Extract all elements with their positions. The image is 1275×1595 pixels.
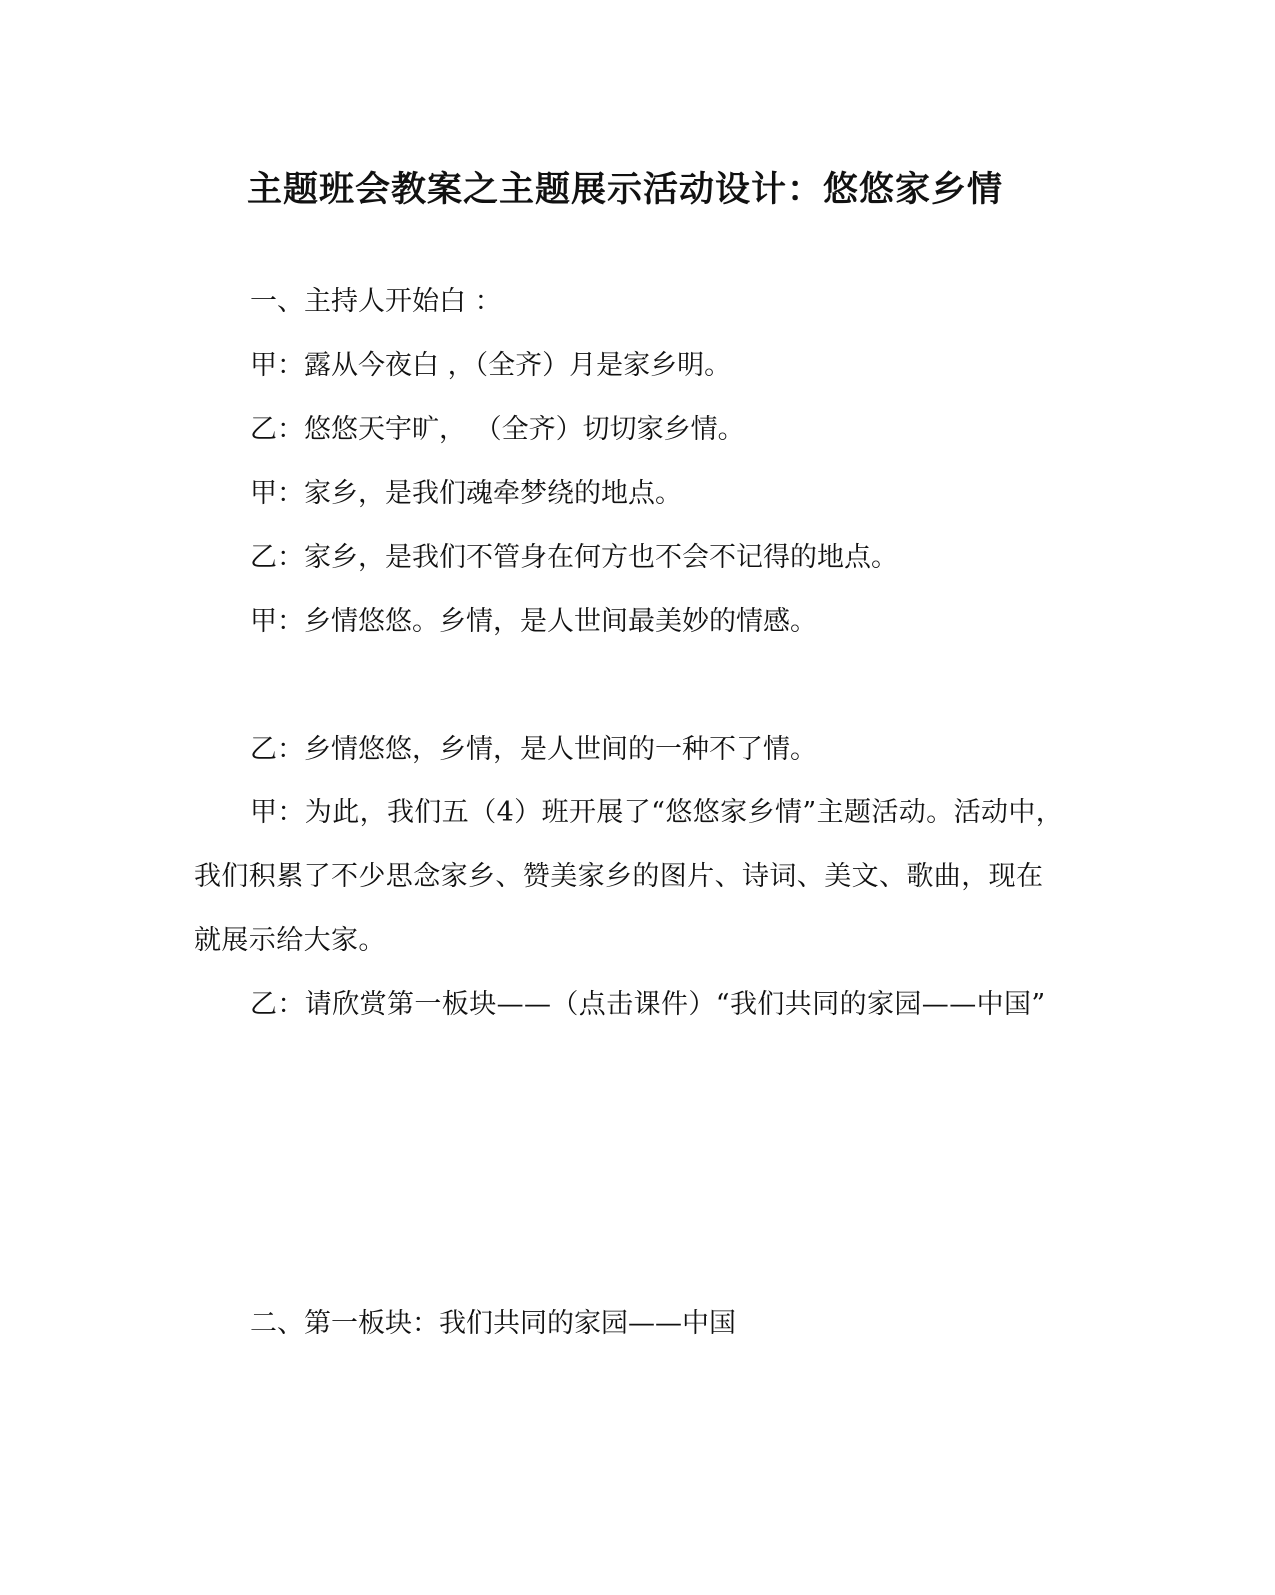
dialogue-line-jia-3: 甲：乡情悠悠。乡情，是人世间最美妙的情感。: [250, 606, 817, 637]
dialogue-paragraph-jia: 甲：为此，我们五（4）班开展了“悠悠家乡情”主题活动。活动中，我们积累了不少思念家乡、赞美家乡的图片、诗词、美文、歌曲，现在就展示给大家。: [194, 797, 1064, 956]
dialogue-line-yi-1: 乙：悠悠天宇旷， （全齐）切切家乡情。: [250, 414, 745, 445]
dialogue-line-yi-2: 乙：家乡，是我们不管身在何方也不会不记得的地点。: [250, 542, 898, 573]
document-title: 主题班会教案之主题展示活动设计：悠悠家乡情: [246, 169, 1003, 210]
section-heading-host-opening: 一、主持人开始白 ：: [250, 286, 502, 317]
section-heading-block-one: 二、第一板块：我们共同的家园——中国: [250, 1308, 736, 1339]
dialogue-line-yi-3: 乙：乡情悠悠，乡情，是人世间的一种不了情。: [250, 734, 817, 765]
dialogue-paragraph-yi: 乙：请欣赏第一板块——（点击课件）“我们共同的家园——中国”: [250, 989, 1046, 1020]
dialogue-line-jia-2: 甲：家乡，是我们魂牵梦绕的地点。: [250, 478, 682, 509]
dialogue-line-jia-1: 甲：露从今夜白 ，（全齐）月是家乡明。: [250, 350, 732, 381]
